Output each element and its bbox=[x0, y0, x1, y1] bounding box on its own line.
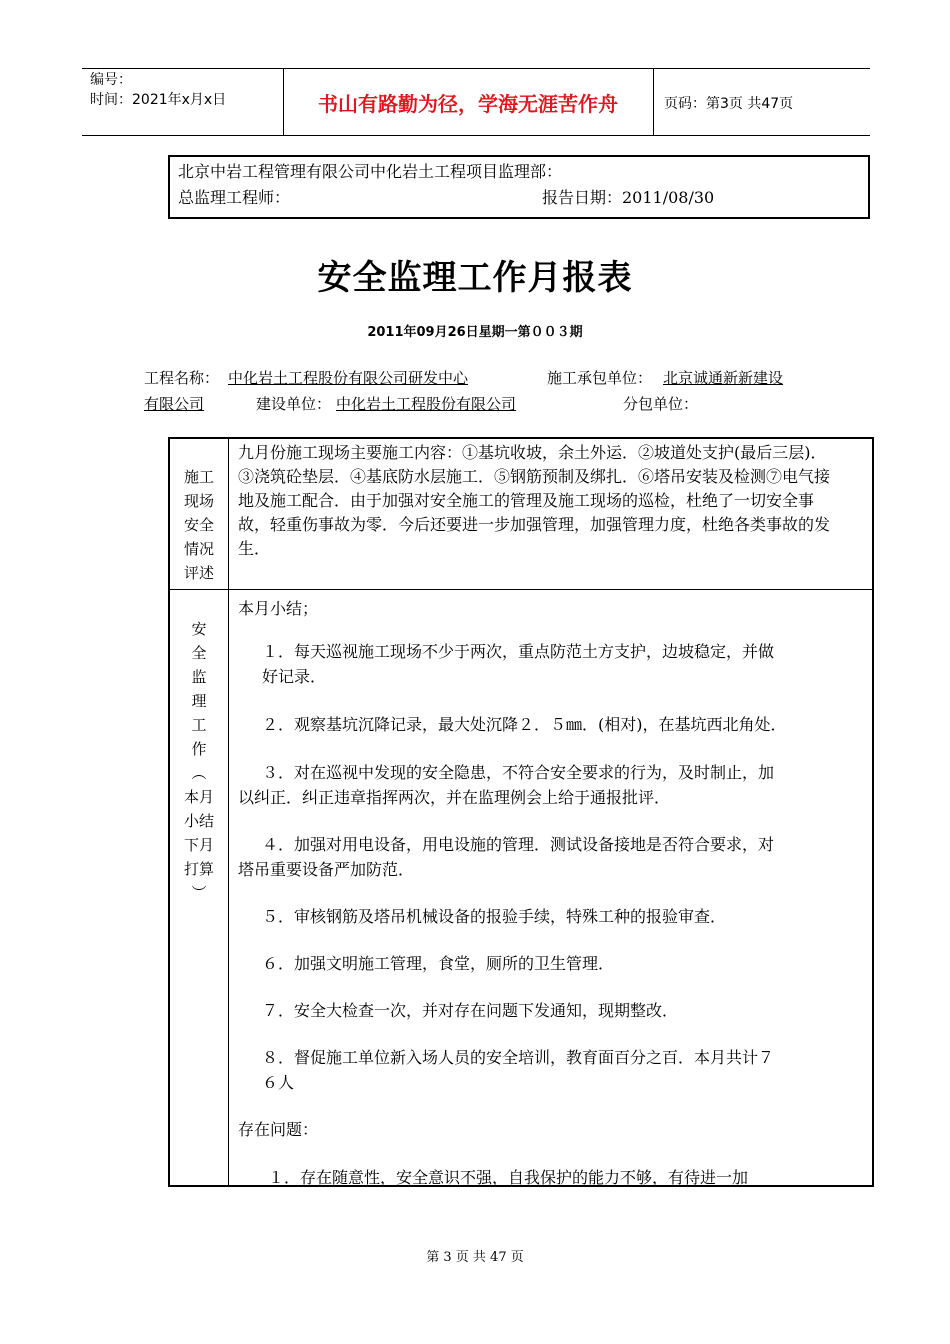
row-label-char: 安全 bbox=[183, 516, 214, 534]
summary-item-6 bbox=[262, 951, 614, 976]
row-label-char: 下月 bbox=[183, 836, 214, 854]
summary-item-2 bbox=[262, 712, 787, 737]
contractor-value: 北京诚通新新建设 bbox=[663, 369, 784, 387]
report-table bbox=[168, 437, 874, 1187]
item-line: ６．加强文明施工管理，食堂，厕所的卫生管理． bbox=[262, 954, 615, 973]
builder-value: 中化岩土工程股份有限公司 bbox=[336, 395, 517, 413]
contractor-value-cont: 有限公司 bbox=[144, 395, 205, 413]
row-label-char: 本月 bbox=[183, 788, 214, 806]
row-label-char: 安 bbox=[191, 620, 207, 638]
row-label-char: 打算 bbox=[183, 860, 214, 878]
builder-label: 建设单位： bbox=[256, 395, 332, 413]
summary-item-1 bbox=[262, 639, 774, 689]
firm-name: 北京中岩工程管理有限公司中化岩土工程项目监理部： bbox=[178, 162, 563, 181]
row-label-char: 情况 bbox=[183, 540, 214, 558]
summary-item-7 bbox=[262, 998, 678, 1023]
row-label-char: 小结 bbox=[183, 812, 214, 830]
contractor-label: 施工承包单位： bbox=[547, 369, 653, 387]
item-line: 以纠正．纠正违章指挥两次，并在监理例会上给于通报批评． bbox=[238, 788, 671, 807]
item-line: ６人 bbox=[262, 1073, 295, 1092]
row-label-char: 作 bbox=[191, 740, 207, 758]
summary-item-3 bbox=[238, 760, 775, 810]
document-number-label: 编号： bbox=[90, 72, 132, 88]
header-page-code: 页码：第3页 共47页 bbox=[664, 96, 794, 112]
report-subtitle: 2011年09月26日星期一第００３期 bbox=[367, 325, 583, 340]
table-column-divider bbox=[228, 439, 229, 1185]
row-label-site-safety bbox=[171, 465, 227, 585]
comment-line: ③浇筑砼垫层．④基底防水层施工．⑤钢筋预制及绑扎．⑥塔吊安装及检测⑦电气接 bbox=[238, 467, 831, 486]
site-safety-comment bbox=[238, 441, 830, 561]
row-label-char: ︵ bbox=[191, 764, 207, 782]
item-line: 塔吊重要设备严加防范． bbox=[238, 860, 415, 879]
comment-line: 九月份施工现场主要施工内容：①基坑收坡，余土外运．②坡道处支护(最后三层)． bbox=[238, 443, 827, 462]
item-line: ２．观察基坑沉降记录，最大处沉降２．５㎜．(相对)，在基坑西北角处． bbox=[262, 715, 787, 734]
project-name-label: 工程名称： bbox=[144, 369, 220, 387]
row-label-char: 施工 bbox=[183, 468, 214, 486]
summary-item-4 bbox=[238, 832, 775, 882]
table-row-divider bbox=[170, 589, 872, 590]
summary-item-8 bbox=[262, 1045, 774, 1095]
item-line: １．每天巡视施工现场不少于两次，重点防范土方支护，边坡稳定，并做 bbox=[262, 642, 775, 661]
summary-heading: 本月小结； bbox=[238, 599, 319, 618]
item-line: ４．加强对用电设备，用电设施的管理．测试设备接地是否符合要求，对 bbox=[262, 835, 775, 854]
problem-item-1: １．存在随意性，安全意识不强，自我保护的能力不够，有待进一加 bbox=[268, 1168, 749, 1187]
report-title: 安全监理工作月报表 bbox=[317, 258, 633, 298]
item-line: ３．对在巡视中发现的安全隐患，不符合安全要求的行为，及时制止，加 bbox=[262, 763, 775, 782]
row-label-char: 评述 bbox=[183, 564, 214, 582]
comment-line: 地及施工配合．由于加强对安全施工的管理及施工现场的巡检，杜绝了一切安全事 bbox=[238, 491, 815, 510]
summary-item-5 bbox=[262, 904, 726, 929]
row-label-safety-supervision bbox=[171, 617, 227, 905]
subcontractor-label: 分包单位： bbox=[623, 395, 699, 413]
comment-line: 故，轻重伤事故为零．今后还要进一步加强管理，加强管理力度，杜绝各类事故的发 bbox=[238, 515, 831, 534]
row-label-char: 理 bbox=[191, 692, 207, 710]
row-label-char: 全 bbox=[191, 644, 207, 662]
item-line: ８．督促施工单位新入场人员的安全培训，教育面百分之百．本月共计７ bbox=[262, 1048, 775, 1067]
report-date: 报告日期：2011/08/30 bbox=[542, 188, 715, 207]
document-time-label: 时间：2021年x月x日 bbox=[90, 92, 227, 108]
row-label-char: 现场 bbox=[183, 492, 214, 510]
header-divider-right bbox=[653, 68, 654, 136]
problems-heading: 存在问题： bbox=[238, 1120, 319, 1139]
item-line: 好记录． bbox=[262, 667, 327, 686]
page-footer: 第 3 页 共 47 页 bbox=[426, 1250, 524, 1265]
item-line: ７．安全大检查一次，并对存在问题下发通知，现期整改． bbox=[262, 1001, 679, 1020]
item-line: ５．审核钢筋及塔吊机械设备的报验手续，特殊工种的报验审查． bbox=[262, 907, 727, 926]
header-motto: 书山有路勤为径，学海无涯苦作舟 bbox=[318, 91, 618, 116]
row-label-char: 监 bbox=[191, 668, 207, 686]
chief-engineer-label: 总监理工程师： bbox=[178, 188, 291, 207]
comment-line: 生． bbox=[238, 539, 271, 558]
supervision-firm-box bbox=[168, 155, 870, 219]
project-name-value: 中化岩土工程股份有限公司研发中心 bbox=[228, 369, 469, 387]
row-label-char: ︶ bbox=[191, 884, 207, 902]
row-label-char: 工 bbox=[191, 716, 207, 734]
